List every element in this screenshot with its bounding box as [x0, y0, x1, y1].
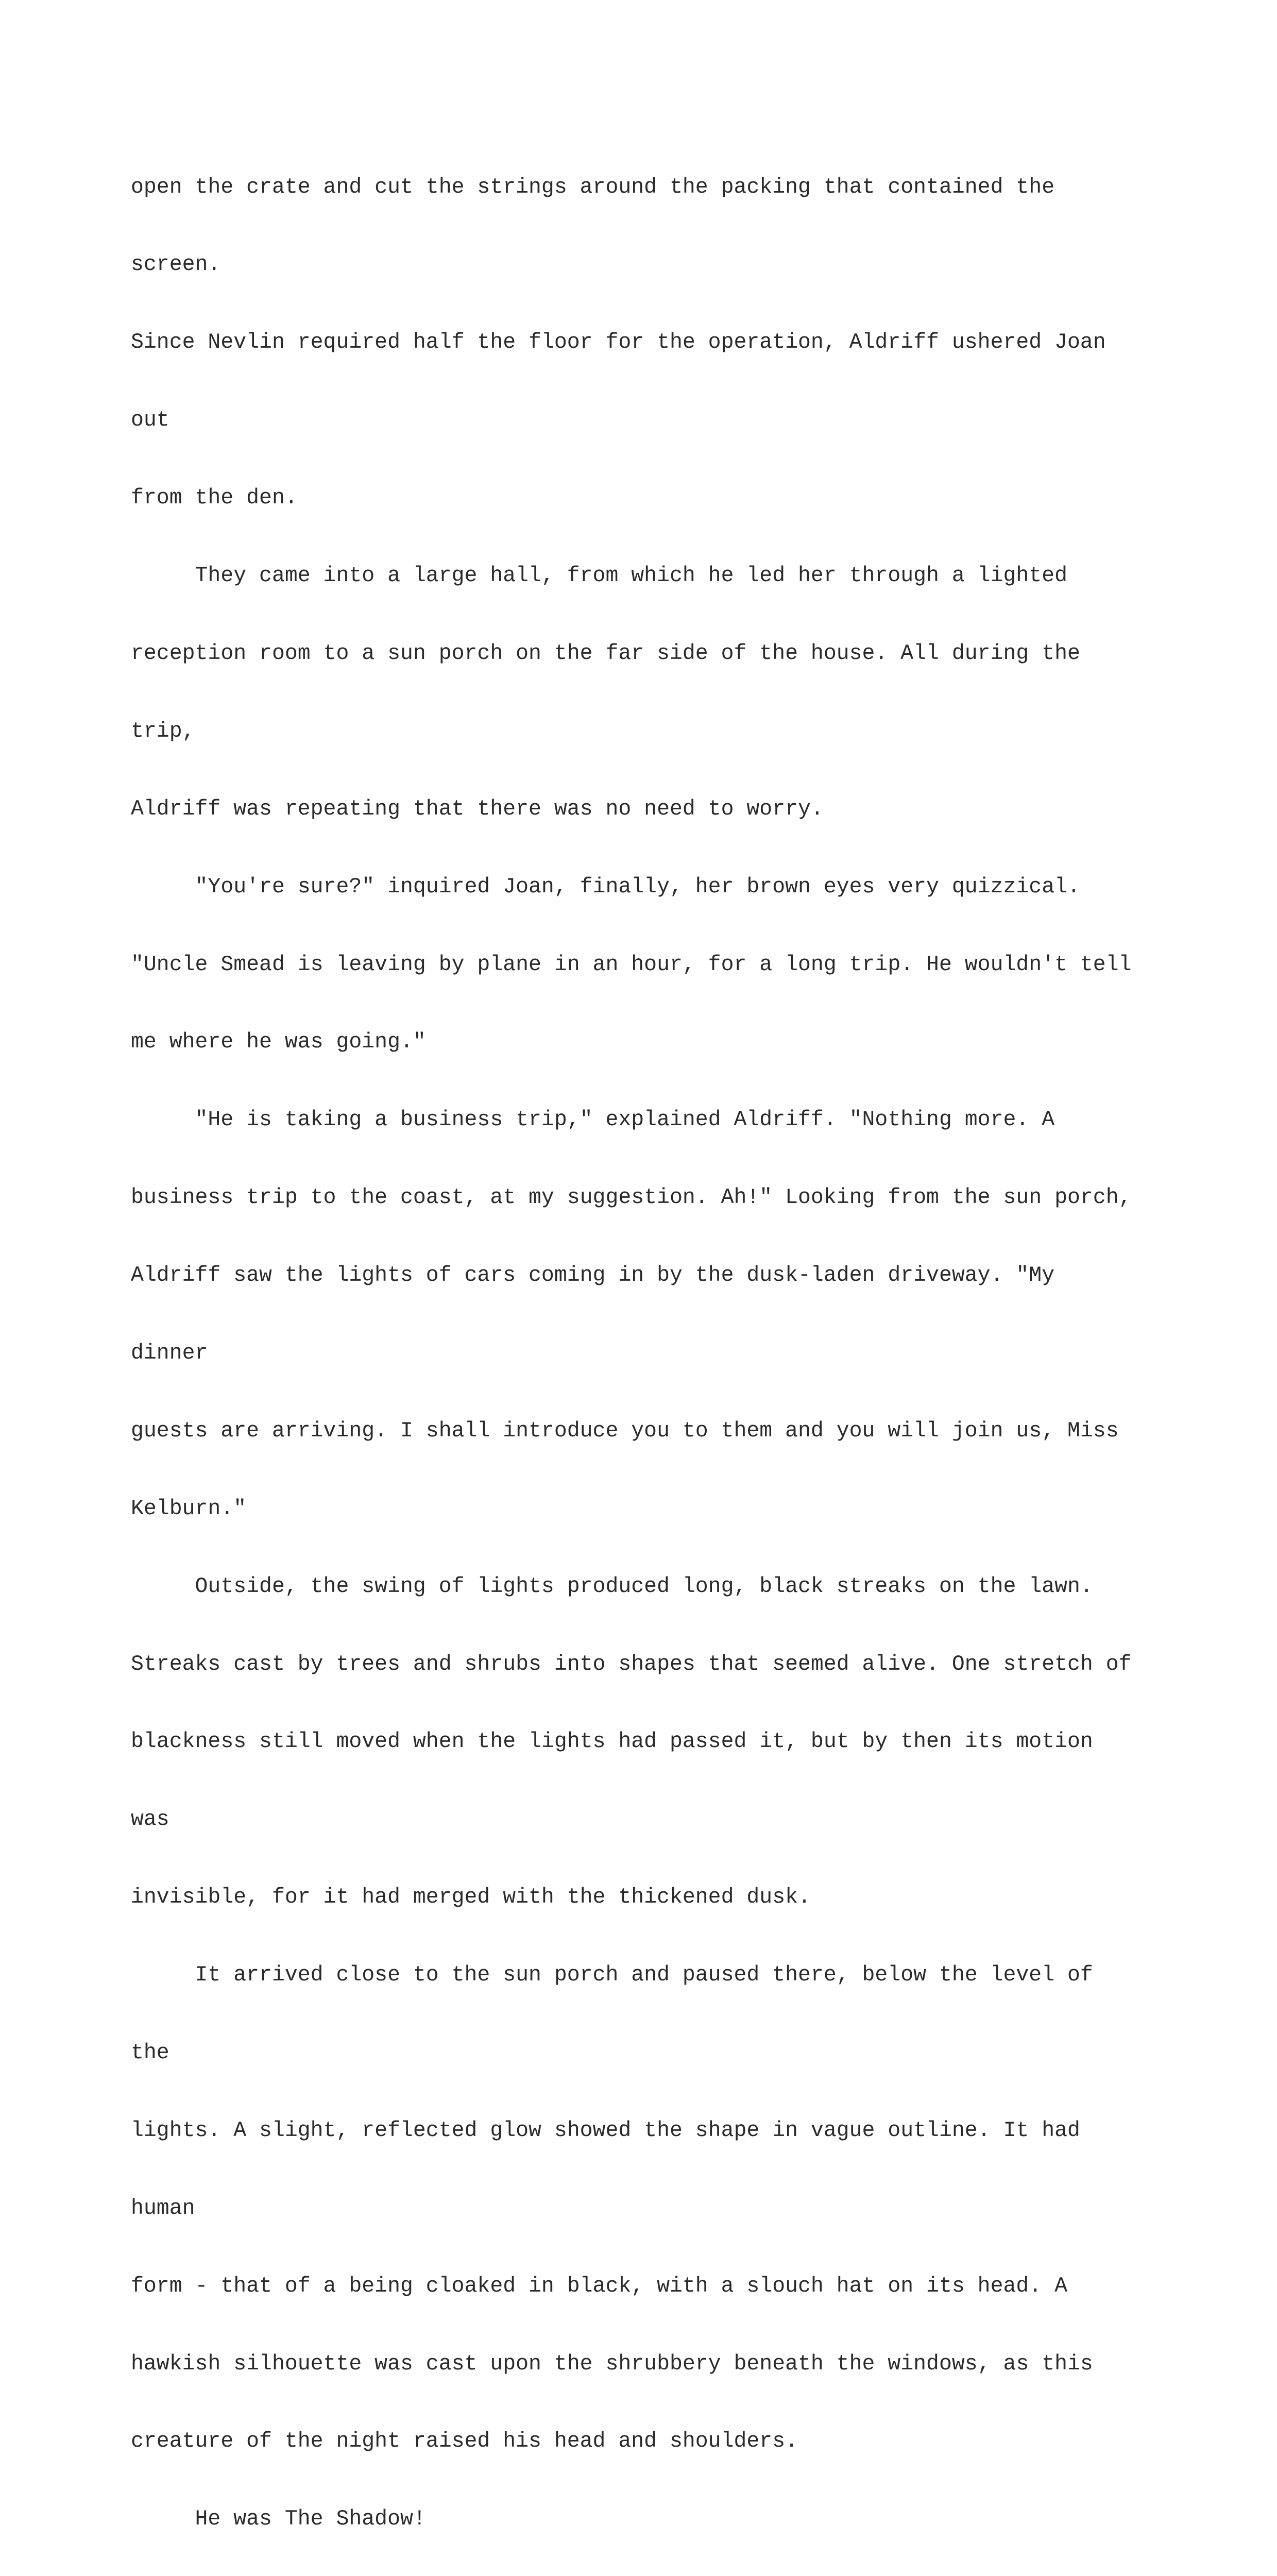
text-line: from the den.: [131, 486, 298, 511]
text-line: screen.: [131, 252, 221, 277]
text-line: business trip to the coast, at my suggestion. Ah!" Looking from the sun porch,: [131, 1185, 1132, 1210]
text-line: guests are arriving. I shall introduce you to them and you will join us, Miss: [131, 1418, 1119, 1443]
text-line: out: [131, 408, 169, 433]
text-line: reception room to a sun porch on the far side of the house. All during the: [131, 641, 1080, 666]
text-line: Aldriff was repeating that there was no need to worry.: [131, 796, 824, 821]
text-line: Aldriff saw the lights of cars coming in by the dusk-laden driveway. "My: [131, 1263, 1055, 1288]
text-line: open the crate and cut the strings around the packing that contained the: [131, 175, 1055, 199]
text-line: invisible, for it had merged with the thickened dusk.: [131, 1885, 811, 1910]
text-line: Outside, the swing of lights produced long, black streaks on the lawn.: [131, 1574, 1093, 1599]
text-line: They came into a large hall, from which he led her through a lighted: [131, 564, 1067, 588]
text-line: blackness still moved when the lights had passed it, but by then its motion: [131, 1730, 1093, 1754]
text-line: "Uncle Smead is leaving by plane in an hour, for a long trip. He wouldn't tell: [131, 952, 1132, 977]
text-line: the: [131, 2040, 169, 2065]
text-line: hawkish silhouette was cast upon the shrubbery beneath the windows, as this: [131, 2351, 1093, 2376]
text-line: form - that of a being cloaked in black, with a slouch hat on its head. A: [131, 2274, 1067, 2298]
text-line: Kelburn.": [131, 1496, 247, 1521]
text-line: Since Nevlin required half the floor for the operation, Aldriff ushered Joan: [131, 330, 1106, 355]
text-line: creature of the night raised his head and shoulders.: [131, 2429, 798, 2454]
text-line: Streaks cast by trees and shrubs into shapes that seemed alive. One stretch of: [131, 1652, 1132, 1676]
body-text: [131, 123, 1161, 2576]
text-line: lights. A slight, reflected glow showed the shape in vague outline. It had: [131, 2118, 1080, 2143]
text-line: It arrived close to the sun porch and paused there, below the level of: [131, 1963, 1093, 1988]
text-line: dinner: [131, 1341, 208, 1365]
text-line: He was The Shadow!: [131, 2507, 426, 2532]
text-line: "You're sure?" inquired Joan, finally, her brown eyes very quizzical.: [131, 874, 1080, 899]
text-line: trip,: [131, 719, 195, 743]
text-line: human: [131, 2196, 195, 2221]
text-line: was: [131, 1807, 169, 1832]
text-line: "He is taking a business trip," explained Aldriff. "Nothing more. A: [131, 1108, 1055, 1132]
text-line: me where he was going.": [131, 1030, 426, 1055]
